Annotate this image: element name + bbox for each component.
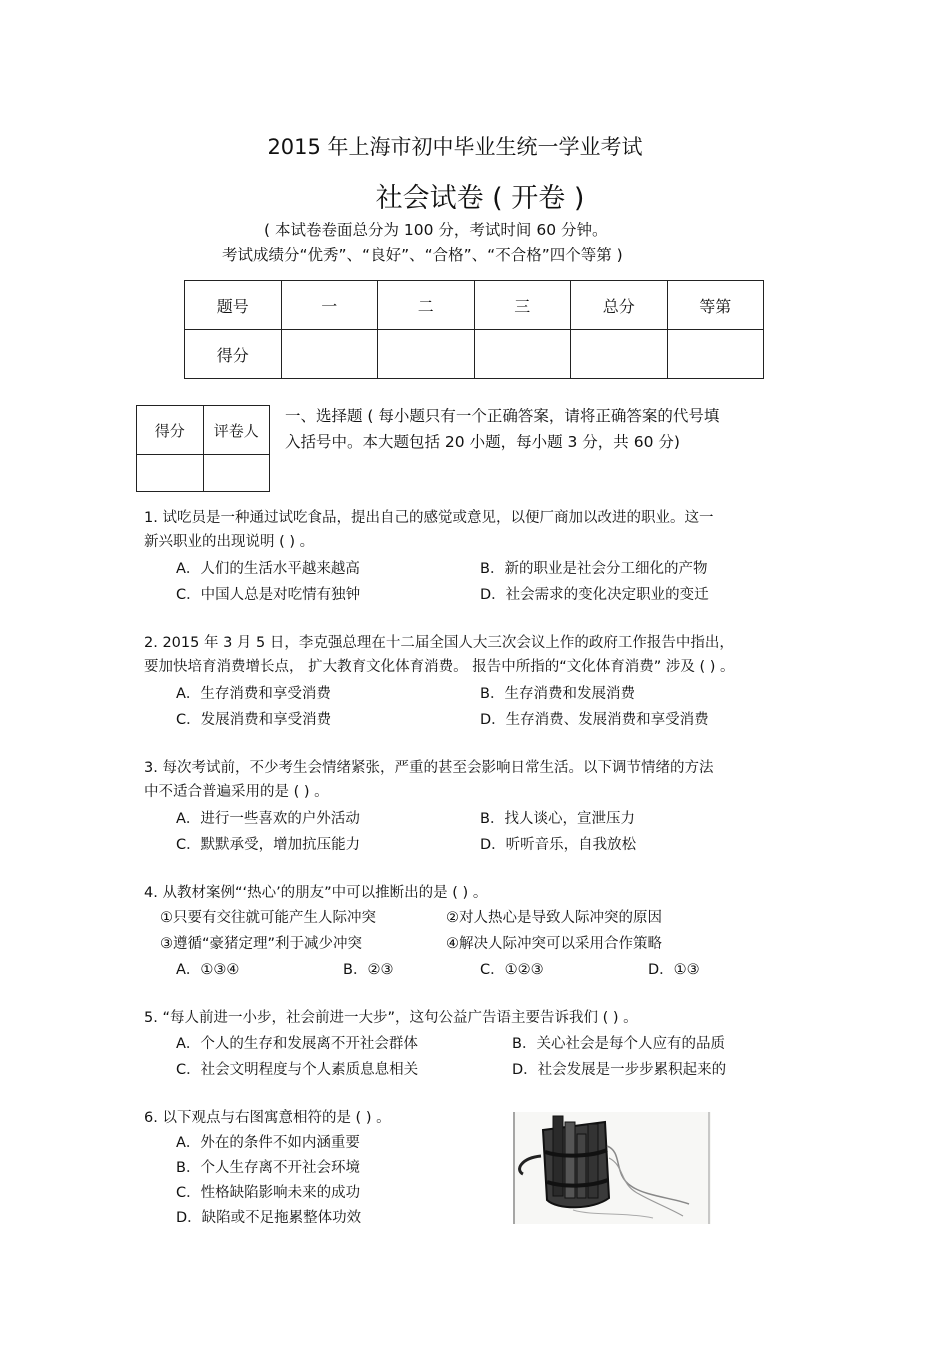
q6-option-b: B．个人生存离不开社会环境 bbox=[176, 1160, 360, 1176]
q1-option-b: B．新的职业是社会分工细化的产物 bbox=[480, 561, 708, 577]
exam-title: 2015 年上海市初中毕业生统一学业考试 bbox=[267, 135, 643, 159]
q2-option-c: C．发展消费和享受消费 bbox=[176, 712, 332, 728]
q6-option-c: C．性格缺陷影响未来的成功 bbox=[176, 1185, 361, 1201]
q4-statement-1: ①只要有交往就可能产生人际冲突 bbox=[160, 910, 376, 926]
score-cell[interactable] bbox=[667, 330, 764, 379]
q5-option-d: D．社会发展是一步步累积起来的 bbox=[512, 1062, 727, 1078]
q4-statement-4: ④解决人际冲突可以采用合作策略 bbox=[446, 936, 662, 952]
section-heading-line-2: 入括号中。本大题包括 20 小题，每小题 3 分，共 60 分) bbox=[285, 433, 680, 451]
q5-option-c: C．社会文明程度与个人素质息息相关 bbox=[176, 1062, 419, 1078]
question-1-line-2: 新兴职业的出现说明 ( ) 。 bbox=[144, 534, 315, 550]
score-table bbox=[184, 280, 764, 379]
q4-option-c: C．①②③ bbox=[480, 962, 544, 978]
exam-note-line-1: ( 本试卷卷面总分为 100 分，考试时间 60 分钟。 bbox=[264, 221, 608, 239]
q4-option-d: D．①③ bbox=[648, 962, 700, 978]
score-cell[interactable] bbox=[281, 330, 378, 379]
q1-option-d: D．社会需求的变化决定职业的变迁 bbox=[480, 587, 709, 603]
score-cell[interactable] bbox=[378, 330, 475, 379]
score-table-header: 二 bbox=[378, 281, 475, 330]
question-3-line-1: 3. 每次考试前，不少考生会情绪紧张，严重的甚至会影响日常生活。以下调节情绪的方法 bbox=[144, 760, 714, 776]
question-6-line-1: 6. 以下观点与右图寓意相符的是 ( ) 。 bbox=[144, 1110, 391, 1126]
q4-option-b: B．②③ bbox=[343, 962, 394, 978]
question-5-line-1: 5. “每人前进一小步，社会前进一大步”，这句公益广告语主要告诉我们 ( ) 。 bbox=[144, 1010, 638, 1026]
grader-name-cell[interactable] bbox=[203, 455, 270, 492]
score-table-header: 等第 bbox=[667, 281, 764, 330]
q3-option-d: D．听听音乐，自我放松 bbox=[480, 837, 637, 853]
grader-name-label: 评卷人 bbox=[203, 406, 270, 455]
q5-option-b: B．关心社会是每个人应有的品质 bbox=[512, 1036, 725, 1052]
question-1-line-1: 1. 试吃员是一种通过试吃食品，提出自己的感觉或意见，以便厂商加以改进的职业。这一 bbox=[144, 510, 714, 526]
grader-box bbox=[136, 405, 270, 492]
q4-statement-2: ②对人热心是导致人际冲突的原因 bbox=[446, 910, 662, 926]
question-2-line-1: 2. 2015 年 3 月 5 日，李克强总理在十二届全国人大三次会议上作的政府工作报告中指出， bbox=[144, 635, 734, 651]
question-4-line-1: 4. 从教材案例“‘热心’的朋友”中可以推断出的是 ( ) 。 bbox=[144, 885, 488, 901]
q4-statement-3: ③遵循“豪猪定理”利于减少冲突 bbox=[160, 936, 363, 952]
q2-option-d: D．生存消费、发展消费和享受消费 bbox=[480, 712, 709, 728]
score-table-header: 总分 bbox=[571, 281, 668, 330]
question-3-line-2: 中不适合普遍采用的是 ( ) 。 bbox=[144, 784, 329, 800]
score-table-header: 三 bbox=[474, 281, 571, 330]
section-heading-line-1: 一、选择题 ( 每小题只有一个正确答案，请将正确答案的代号填 bbox=[285, 407, 720, 425]
q3-option-a: A．进行一些喜欢的户外活动 bbox=[176, 811, 360, 827]
score-cell[interactable] bbox=[571, 330, 668, 379]
score-table-header: 一 bbox=[281, 281, 378, 330]
q1-option-c: C．中国人总是对吃情有独钟 bbox=[176, 587, 361, 603]
grader-score-cell[interactable] bbox=[137, 455, 204, 492]
barrel-cartoon-image bbox=[513, 1112, 711, 1224]
q6-option-d: D．缺陷或不足拖累整体功效 bbox=[176, 1210, 362, 1226]
q3-option-c: C．默默承受，增加抗压能力 bbox=[176, 837, 361, 853]
q4-option-a: A．①③④ bbox=[176, 962, 240, 978]
score-cell[interactable] bbox=[474, 330, 571, 379]
score-table-header: 题号 bbox=[185, 281, 282, 330]
q3-option-b: B．找人谈心，宣泄压力 bbox=[480, 811, 635, 827]
score-row-label: 得分 bbox=[185, 330, 282, 379]
q5-option-a: A．个人的生存和发展离不开社会群体 bbox=[176, 1036, 418, 1052]
question-2-line-2: 要加快培育消费增长点， 扩大教育文化体育消费。 报告中所指的“文化体育消费” 涉及 ( ) 。 bbox=[144, 659, 735, 675]
q2-option-a: A．生存消费和享受消费 bbox=[176, 686, 331, 702]
grader-score-label: 得分 bbox=[137, 406, 204, 455]
q2-option-b: B．生存消费和发展消费 bbox=[480, 686, 635, 702]
paper-title: 社会试卷 ( 开卷 ) bbox=[375, 183, 585, 214]
q6-option-a: A．外在的条件不如内涵重要 bbox=[176, 1135, 360, 1151]
exam-note-line-2: 考试成绩分“优秀”、“良好”、“合格”、“不合格”四个等第 ) bbox=[222, 246, 623, 264]
q1-option-a: A．人们的生活水平越来越高 bbox=[176, 561, 360, 577]
